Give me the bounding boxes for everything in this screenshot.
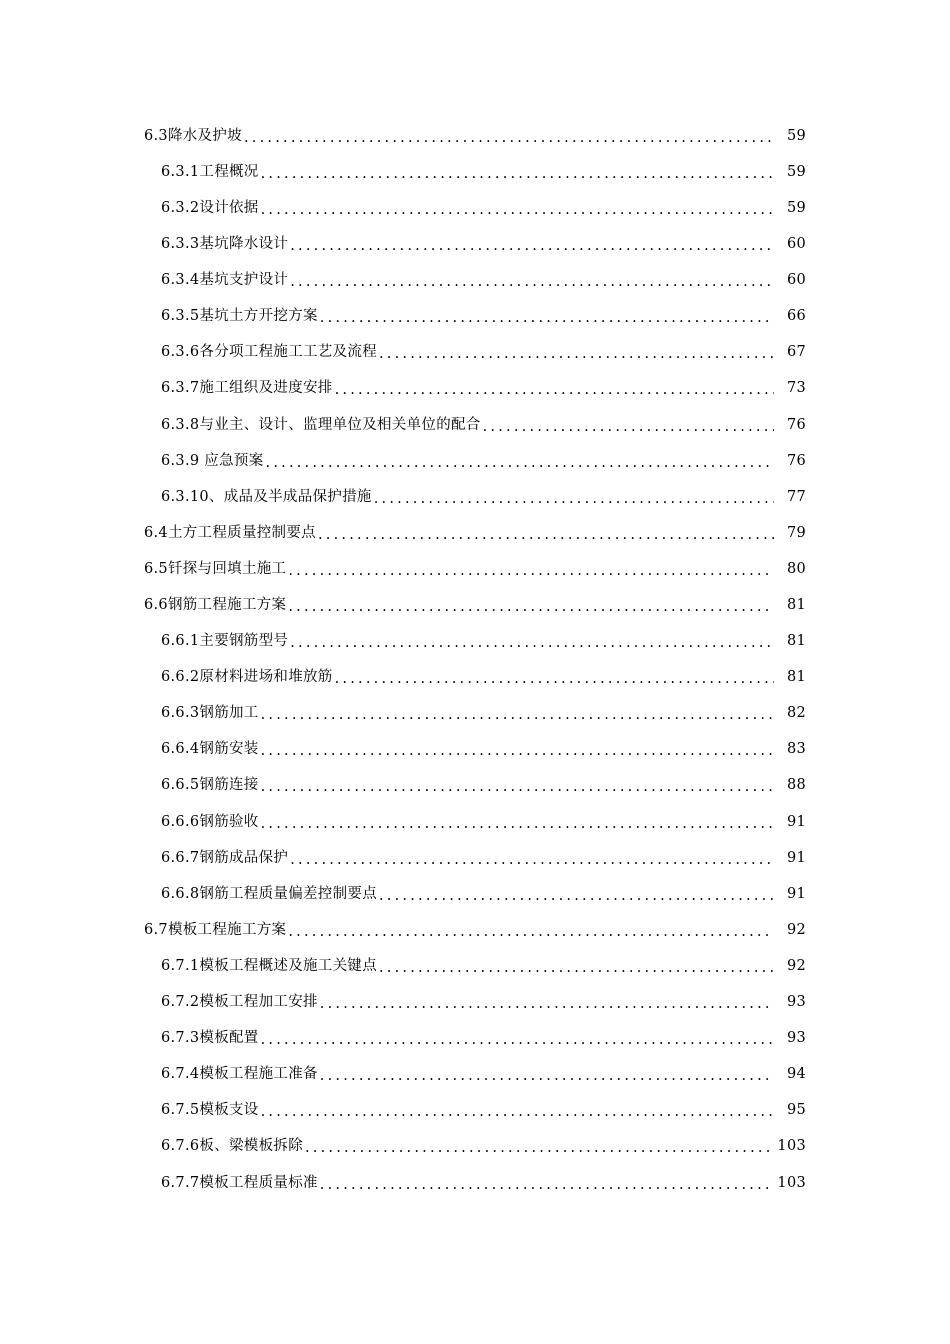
table-of-contents [0, 118, 950, 1201]
toc-entry[interactable] [0, 1129, 950, 1165]
toc-entry-page-number: 92 [786, 957, 806, 974]
toc-entry-page-number: 91 [786, 813, 806, 830]
toc-entry-page-number: 92 [786, 921, 806, 938]
toc-entry-page-number: 76 [786, 416, 806, 433]
toc-dot-leader [261, 708, 774, 723]
toc-entry[interactable] [0, 407, 950, 443]
toc-entry-page-number: 88 [786, 777, 806, 794]
toc-entry-title: 6.6.6钢筋验收 [161, 813, 259, 830]
toc-dot-leader [305, 1141, 774, 1156]
toc-dot-leader [288, 925, 774, 940]
toc-entry-title: 6.7.5模板支设 [161, 1102, 259, 1119]
toc-dot-leader [374, 492, 774, 507]
toc-dot-leader [320, 997, 774, 1012]
toc-entry-title: 6.3降水及护坡 [144, 127, 242, 144]
toc-entry-page-number: 81 [786, 669, 806, 686]
toc-dot-leader [320, 1178, 774, 1193]
toc-entry-title: 6.6.8钢筋工程质量偏差控制要点 [161, 885, 377, 902]
toc-entry-page-number: 59 [786, 127, 806, 144]
toc-entry-page-number: 91 [786, 849, 806, 866]
toc-entry-page-number: 93 [786, 1030, 806, 1047]
toc-entry-title: 6.3.2设计依据 [161, 199, 259, 216]
toc-entry-page-number: 95 [786, 1102, 806, 1119]
toc-entry[interactable] [0, 623, 950, 659]
toc-entry-title: 6.3.6各分项工程施工工艺及流程 [161, 344, 377, 361]
toc-entry[interactable] [0, 948, 950, 984]
toc-dot-leader [261, 780, 774, 795]
toc-entry-page-number: 80 [786, 560, 806, 577]
toc-entry-title: 6.6.5钢筋连接 [161, 777, 259, 794]
toc-dot-leader [379, 961, 774, 976]
toc-dot-leader [288, 600, 774, 615]
toc-entry-title: 6.7.3模板配置 [161, 1030, 259, 1047]
toc-entry-page-number: 60 [786, 272, 806, 289]
toc-entry-page-number: 81 [786, 633, 806, 650]
toc-entry-page-number: 73 [786, 380, 806, 397]
toc-entry-title: 6.6.3钢筋加工 [161, 705, 259, 722]
toc-entry[interactable] [0, 876, 950, 912]
toc-entry-title: 6.4土方工程质量控制要点 [144, 524, 316, 541]
toc-entry[interactable] [0, 912, 950, 948]
toc-entry-title: 6.7模板工程施工方案 [144, 921, 287, 938]
toc-entry-title: 6.3.8与业主、设计、监理单位及相关单位的配合 [161, 416, 481, 433]
toc-entry[interactable] [0, 696, 950, 732]
toc-entry[interactable] [0, 190, 950, 226]
toc-dot-leader [290, 239, 774, 254]
toc-entry-page-number: 67 [786, 344, 806, 361]
toc-dot-leader [290, 275, 774, 290]
toc-dot-leader [318, 528, 774, 543]
toc-dot-leader [335, 672, 774, 687]
toc-entry-page-number: 81 [786, 597, 806, 614]
toc-entry-title: 6.6.4钢筋安装 [161, 741, 259, 758]
toc-entry-title: 6.3.10、成品及半成品保护措施 [161, 488, 372, 505]
toc-dot-leader [320, 311, 774, 326]
toc-entry-title: 6.7.7模板工程质量标准 [161, 1174, 318, 1191]
toc-entry-title: 6.3.3基坑降水设计 [161, 236, 289, 253]
toc-dot-leader [320, 1069, 774, 1084]
toc-entry-title: 6.5钎探与回填土施工 [144, 560, 287, 577]
toc-entry[interactable] [0, 840, 950, 876]
toc-entry-title: 6.7.6板、梁模板拆除 [161, 1138, 303, 1155]
toc-entry-page-number: 66 [786, 308, 806, 325]
toc-entry-page-number: 103 [777, 1138, 806, 1155]
toc-entry-title: 6.3.4基坑支护设计 [161, 272, 289, 289]
toc-entry[interactable] [0, 371, 950, 407]
toc-entry-page-number: 91 [786, 885, 806, 902]
toc-dot-leader [483, 420, 774, 435]
toc-entry-title: 6.3.7施工组织及进度安排 [161, 380, 333, 397]
toc-entry[interactable] [0, 515, 950, 551]
toc-dot-leader [335, 383, 774, 398]
toc-entry[interactable] [0, 226, 950, 262]
toc-dot-leader [290, 853, 774, 868]
toc-entry-page-number: 76 [786, 452, 806, 469]
toc-dot-leader [261, 167, 774, 182]
toc-entry-page-number: 82 [786, 705, 806, 722]
toc-entry[interactable] [0, 732, 950, 768]
toc-dot-leader [379, 889, 774, 904]
toc-entry[interactable] [0, 1020, 950, 1056]
toc-entry[interactable] [0, 298, 950, 334]
toc-dot-leader [266, 456, 774, 471]
toc-entry[interactable] [0, 1093, 950, 1129]
toc-entry-page-number: 59 [786, 199, 806, 216]
toc-dot-leader [261, 1105, 774, 1120]
toc-entry[interactable] [0, 118, 950, 154]
toc-entry[interactable] [0, 1056, 950, 1092]
toc-entry[interactable] [0, 479, 950, 515]
toc-entry-title: 6.7.2模板工程加工安排 [161, 994, 318, 1011]
toc-dot-leader [288, 564, 774, 579]
toc-entry-page-number: 83 [786, 741, 806, 758]
toc-entry-page-number: 79 [786, 524, 806, 541]
toc-entry-page-number: 94 [786, 1066, 806, 1083]
toc-entry-title: 6.6.7钢筋成品保护 [161, 849, 289, 866]
toc-entry-title: 6.6钢筋工程施工方案 [144, 597, 287, 614]
toc-dot-leader [290, 636, 774, 651]
toc-entry-page-number: 93 [786, 994, 806, 1011]
toc-dot-leader [244, 131, 774, 146]
toc-entry[interactable] [0, 1165, 950, 1201]
toc-entry-title: 6.6.2原材料进场和堆放筋 [161, 669, 333, 686]
toc-entry-page-number: 59 [786, 163, 806, 180]
toc-entry-title: 6.7.4模板工程施工准备 [161, 1066, 318, 1083]
toc-entry[interactable] [0, 335, 950, 371]
toc-entry-page-number: 77 [786, 488, 806, 505]
toc-entry[interactable] [0, 659, 950, 695]
toc-entry[interactable] [0, 587, 950, 623]
toc-entry-title: 6.7.1模板工程概述及施工关键点 [161, 957, 377, 974]
toc-entry[interactable] [0, 804, 950, 840]
toc-entry-title: 6.3.5基坑土方开挖方案 [161, 308, 318, 325]
toc-dot-leader [261, 203, 774, 218]
toc-entry[interactable] [0, 768, 950, 804]
toc-dot-leader [261, 744, 774, 759]
toc-entry[interactable] [0, 443, 950, 479]
toc-entry[interactable] [0, 551, 950, 587]
toc-entry-title: 6.3.1工程概况 [161, 163, 259, 180]
toc-entry[interactable] [0, 154, 950, 190]
toc-dot-leader [261, 817, 774, 832]
toc-entry-title: 6.6.1主要钢筋型号 [161, 633, 289, 650]
toc-entry-title: 6.3.9 应急预案 [161, 452, 264, 469]
toc-dot-leader [261, 1033, 774, 1048]
toc-entry-page-number: 103 [777, 1174, 806, 1191]
toc-entry[interactable] [0, 262, 950, 298]
toc-entry-page-number: 60 [786, 236, 806, 253]
toc-entry[interactable] [0, 984, 950, 1020]
toc-dot-leader [379, 347, 774, 362]
